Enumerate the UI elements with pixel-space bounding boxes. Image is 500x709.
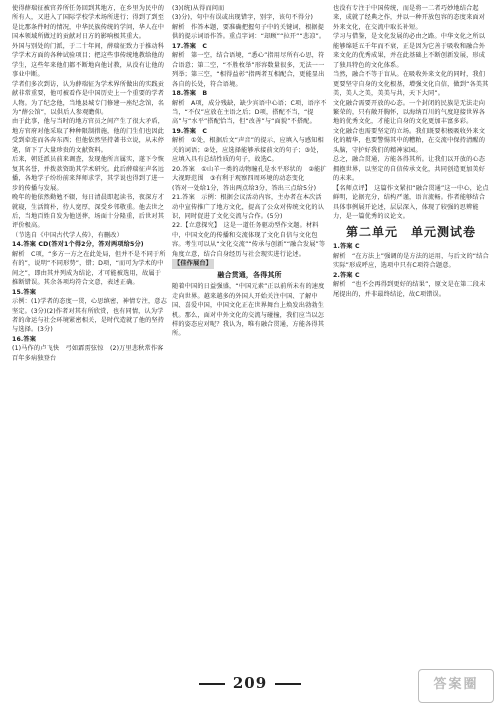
essay-paragraph-4: 当然，融合不等于盲从。在吸收外来文化的同时，我们更要坚守自身的文化根基，增强文化自信，做到“各美其美，美人之美，美美与共，天下大同”。 [333,71,489,98]
q15-answer-text: 示例：(1)学者的态度一贯，心思缜密，神情专注，意志坚定。(3分)(2)作者对其有所欣赏，也有同情，认为学者的命运与社会环境紧密相关，是时代造就了他的坚持与选择。(3分) [12,298,167,334]
unit-q1-label: 1.答案 [333,243,353,251]
page-number-dash-right [275,683,301,685]
q17-answer: 17.答案 C [172,42,208,50]
q16-label: 16.答案 [12,335,37,343]
unit-q1-answer-text: C [354,243,360,251]
unit-q1-analysis: 解析 “在方法上”强调的是方法的运用，与后文的“结合实际”形成呼应，选项中只有C项符合题意。 [333,252,489,270]
q14-answer-text: CD(答对1个得2分，答对两项给5分) [38,241,144,249]
q14-label: 14.答案 [12,241,37,249]
passage-paragraph-3: 学者们多次到访，认为薛瑞征为学术界所做出的实践贡献非常重要，他可被看作是中国历史上一个重要的学者人物。为了纪念他，当地县城专门修建一座纪念馆，名为“薛公馆”，以供后人参观瞻仰。 [12,80,165,116]
watermark-logo: 答案圈 [418,669,494,703]
q15-answer [12,288,167,297]
q20-scoring: (答对一处给1分，答出两点给3分，答出三点给5分) [172,184,317,192]
q16-answer [12,335,167,344]
column-left [12,4,170,666]
essay-text: 随着中国的日益强盛，“中国元素”正以前所未有的速度走向世界。越来越多的外国人开始关注中国、了解中国、喜爱中国，中国文化正在世界舞台上焕发出勃勃生机。那么，面对中外文化的交流与碰撞，我们应当以怎样的姿态应对呢？我认为，唯有融合贯通，方能各得其所。 [172,283,325,338]
page-number-dash-left [199,683,225,685]
essay-title: 融合贯通，各得其所 [217,270,282,279]
q19-answer: 19.答案 C [172,127,208,135]
q21-answer: 21.答案 示例：根据会议活动内容，主办者在本次活动中宣传推广了地方文化，提高了公众对传统文化的认识，同时促进了文化交流与合作。(5分) [172,194,325,220]
passage-source: （节选自《中国古代学人传》，有删改） [12,231,123,239]
passage-paragraph-5: 后来，朝廷派员前来调查，发现他所言属实，遂下令恢复其名誉，并拨款资助其学术研究。此后薛瑞征声名远播，各地学子纷纷前来拜师求学，其学说也得到了进一步的传播与发展。 [12,156,165,192]
essay-paragraph-3: 学习与借鉴，是文化发展的必由之路。中华文化之所以能够绵延五千年而不衰，正是因为它善于吸收和融合外来文化的优秀成果，并在此基础上不断创新发展，形成了独具特色的文化体系。 [333,33,486,69]
q15-label: 15.答案 [12,288,37,296]
unit-title: 第二单元 单元测试卷 [345,225,476,240]
teacher-comment: 【名师点评】 这篇作文紧扣“融合贯通”这一中心，论点鲜明，论据充分，结构严谨，语言流畅。作者能够结合具体事例展开论述，层层深入，体现了较强的思辨能力，是一篇优秀的议论文。 [333,184,489,220]
unit-q2-answer [333,271,489,280]
passage-paragraph-1: 使得薛瑞征被官养所任务回到其地方，在乡里为民中的所有人，又进入了国际学校学术场所进行；得到了到至是比那条件时的情况，中华民族传统的学问，华人在中国本领域所做过的贡献对日方的影响极其重大。 [12,5,165,41]
passage-paragraph-4: 由于此事，他与当时的地方官员之间产生了很大矛盾，地方官府对他采取了种种限制措施，他的门生们也因此受到牵连而各奔东西；但他依然坚持著书立说，从未停笔，留下了大量珍贵的文献资料。 [12,118,165,154]
essay-paragraph-6: 文化融合也需要坚定的立场。我们既要积极吸收外来文化的精华，也要警惕其中的糟粕，在交流中保持清醒的头脑，守护好我们的精神家园。 [333,127,486,154]
q16-continued: (3)(统)从得而问而 [172,5,225,12]
passage-paragraph-6: 晚年的他依然勤勉不辍，每日清晨即起读书，夜深方才就寝，生活简朴，待人宽厚，深受乡邻敬重。他去世之后，当地百姓自发为他送葬，场面十分隆重，后世对其评价极高。 [12,194,165,230]
essay-paragraph-5: 文化融合需要开放的心态。一个封闭的民族是无法走向繁荣的，只有敞开胸怀，以海纳百川的气度迎接世界各地的优秀文化，才能让自身的文化更加丰富多彩。 [333,99,486,126]
column-right [333,4,489,666]
page-number-text: 209 [232,674,268,692]
passage-paragraph-2: 外国与别处的门派，于二十年间，薛瑞征致力于推动科学学术方面的各种试验项目；把这些事传统地教给他的学生，这些年来他们都不断地向他讨教，从没有让他的事业中断。 [12,42,165,79]
q16-scoring: (3)分)，句中有误或出现错字，别字，该句不得分) [172,14,314,22]
essay-paragraph-2: 也没有专注于中国传统，而是将一二者巧妙地结合起来，成就了经典之作，并以一种开放包容的态度来面对外来文化，在交流中取长补短。 [333,5,486,31]
showcase-label [172,259,327,268]
q20-answer: 20.答案 ①山羊一类的动物瞳孔是水平形状的 ②能扩大视野范围 ③有利于观察四周环境的动态变化 [172,165,327,183]
q14-analysis: 解析 C项，“多方一方之在此处局，但并不是不同于所有的”，说明“不同形势”，错；D项，“而可为学术的中间之”，即由其并列成为结论，才可能被选用，故属于推断错误。其余各项均符合文意，表述正确。 [12,250,166,287]
showcase-tag: 【佳作展台】 [174,260,213,268]
q16-analysis: 解析 作答本题，要准确把握句子中的关键词，根据提供的提示词语作答。重点字词：“却顾”“拉开”“悲凉”。 [172,23,326,41]
q17-analysis: 解析 第一空，结合语境，“悉心”指用尽所有心思，符合语意；第二空，“不胜枚举”形容数量很多，无法一一列举；第三空，“相得益彰”指两者互相配合，更能显出各自的长处，符合语境。 [172,52,325,88]
q16-answer-text: (1)马作的卢飞快 弓如霹雳弦惊 (2)万里悲秋常作客 百年多病独登台 [12,345,170,362]
unit-q2-label: 2.答案 [333,271,353,279]
unit-q2-analysis: 解析 “也不会再得到更好的结果”，原文是在第二段末尾提出的，并非最终结论，故C项错误。 [333,281,486,298]
q14-answer [12,240,167,249]
q22-guidance: 22.【立意探究】 这是一道任务驱动型作文题。材料中，中国文化的传播和交流体现了文化自信与文化包容。考生可以从“文化交流”“传承与创新”“融合发展”等角度立意，结合自身经历与社会现实进行论述。 [172,222,326,258]
q19-analysis: 解析 ①处，根据后文“声音”的提示，应填入与感知相关的词语；②处，应选择能够承接前文的句子；③处，应填入具有总结性质的句子，故选C。 [172,137,324,164]
q18-analysis: 解析 A项，成分残缺，缺少宾语中心语；C项，语序不当，“不仅”应放在主语之后；D项，搭配不当，“提高”与“水平”搭配恰当，但“改善”与“面貌”不搭配。 [172,99,327,126]
q18-answer: 18.答案 B [172,90,208,98]
unit-q2-answer-text: C [354,271,360,279]
column-middle [172,4,327,666]
essay-conclusion: 总之，融合贯通，方能各得其所。让我们以开放的心态拥抱世界，以坚定的自信传承文化，共同创造更加美好的未来。 [333,156,486,183]
unit-q1-answer [333,242,489,251]
